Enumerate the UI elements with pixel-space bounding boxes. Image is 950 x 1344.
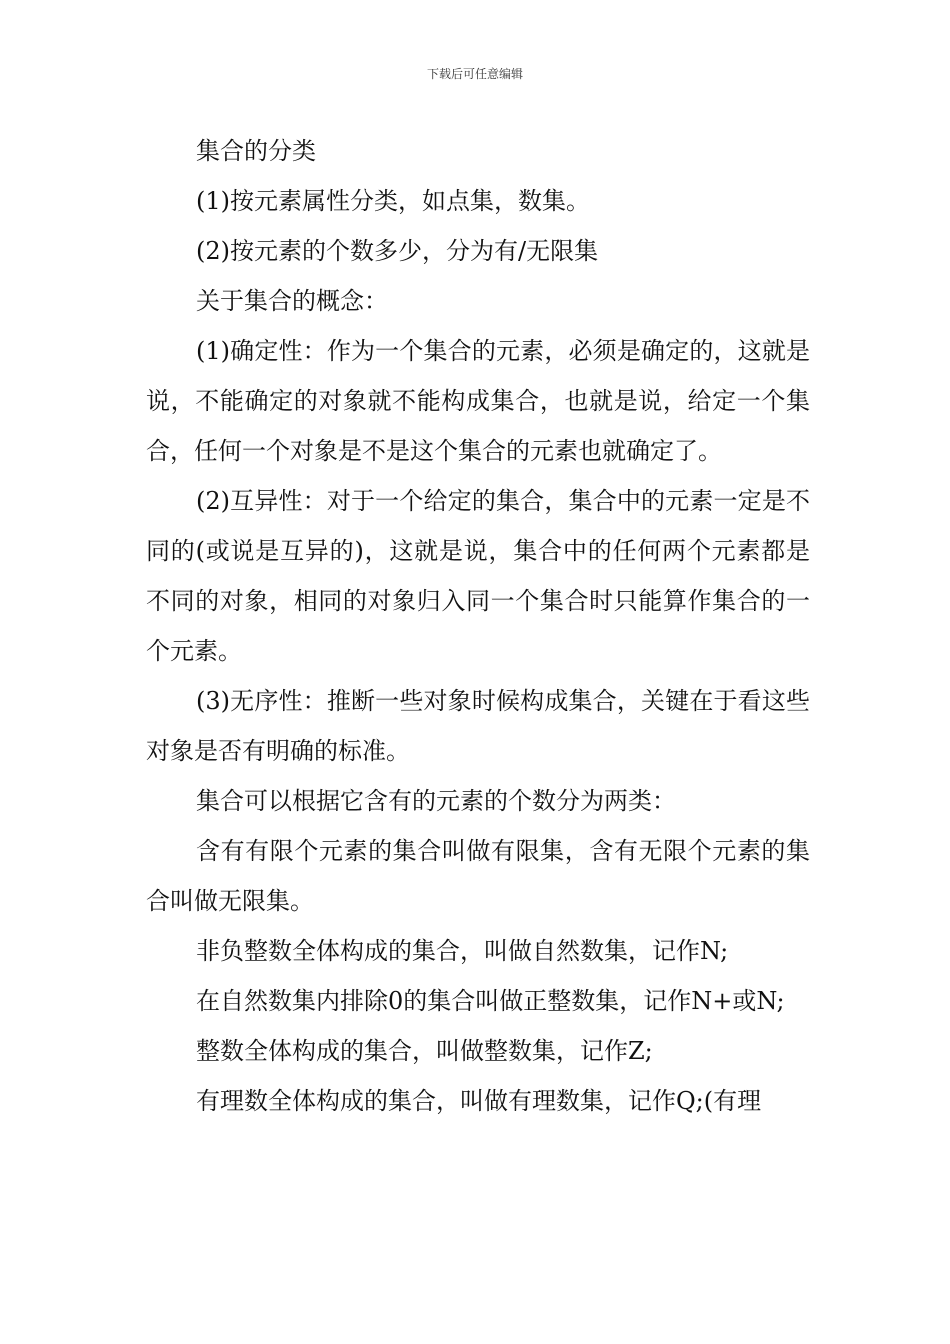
page-header: 下载后可任意编辑 xyxy=(426,67,523,81)
paragraph-positive-integers: 在自然数集内排除0的集合叫做正整数集，记作N+或N; xyxy=(196,987,785,1015)
paragraph-set-classification: 集合的分类 xyxy=(196,137,316,165)
paragraph-finite-infinite: 含有有限个元素的集合叫做有限集，含有无限个元素的集合叫做无限集。 xyxy=(146,837,810,915)
paragraph-rationals: 有理数全体构成的集合，叫做有理数集，记作Q;(有理 xyxy=(196,1087,762,1115)
paragraph-classify-by-property: (1)按元素属性分类，如点集，数集。 xyxy=(196,187,590,215)
paragraph-unordered: (3)无序性：推断一些对象时候构成集合，关键在于看这些对象是否有明确的标准。 xyxy=(146,687,810,765)
paragraph-distinctness: (2)互异性：对于一个给定的集合，集合中的元素一定是不同的(或说是互异的)，这就是说，集合中的任何两个元素都是不同的对象，相同的对象归入同一个集合时只能算作集合的一个元素。 xyxy=(146,487,810,665)
paragraph-classify-by-count: (2)按元素的个数多少，分为有/无限集 xyxy=(196,237,599,265)
document-body xyxy=(146,126,810,1126)
paragraph-two-types: 集合可以根据它含有的元素的个数分为两类： xyxy=(196,787,676,815)
paragraph-natural-numbers: 非负整数全体构成的集合，叫做自然数集，记作N; xyxy=(196,937,729,965)
paragraph-integers: 整数全体构成的集合，叫做整数集，记作Z; xyxy=(196,1037,653,1065)
paragraph-definiteness: (1)确定性：作为一个集合的元素，必须是确定的，这就是说，不能确定的对象就不能构成集合，也就是说，给定一个集合，任何一个对象是不是这个集合的元素也就确定了。 xyxy=(146,337,810,465)
paragraph-concept-heading: 关于集合的概念： xyxy=(196,287,388,315)
